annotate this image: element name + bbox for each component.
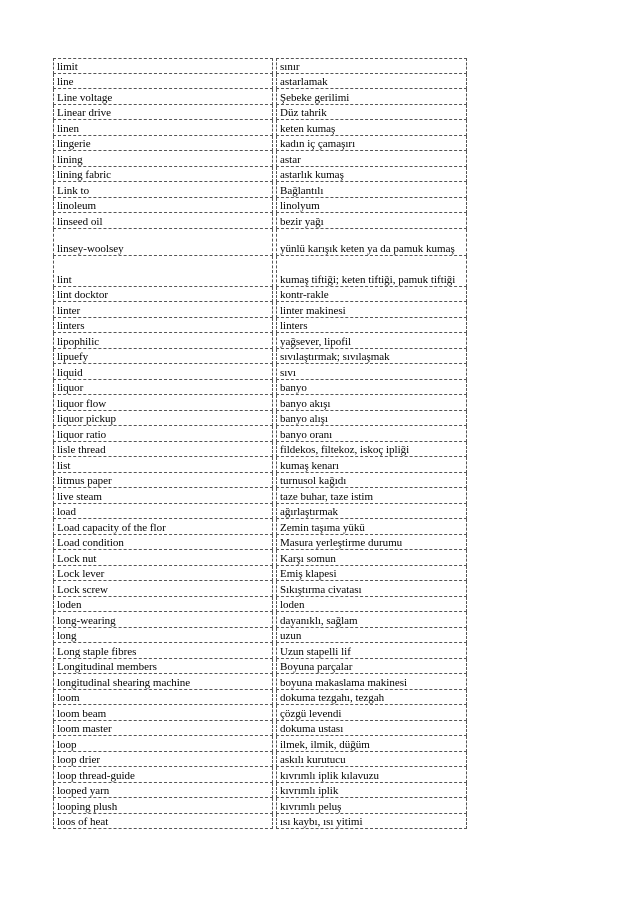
english-term: lining — [53, 151, 273, 167]
table-row — [53, 814, 467, 830]
english-term: limit — [53, 58, 273, 74]
turkish-translation: linolyum — [276, 198, 467, 214]
english-term: long — [53, 628, 273, 644]
table-row — [53, 705, 467, 721]
english-term: Longitudinal members — [53, 659, 273, 675]
turkish-translation: keten kumaş — [276, 120, 467, 136]
table-row — [53, 411, 467, 427]
turkish-translation: yünlü karışık keten ya da pamuk kumaş — [276, 229, 467, 256]
table-row — [53, 643, 467, 659]
table-row — [53, 628, 467, 644]
turkish-translation: kontr-rakle — [276, 287, 467, 303]
english-term: litmus paper — [53, 473, 273, 489]
turkish-translation: kumaş kenarı — [276, 457, 467, 473]
english-term: longitudinal shearing machine — [53, 674, 273, 690]
english-term: liquor flow — [53, 395, 273, 411]
english-term: lipuefy — [53, 349, 273, 365]
table-row — [53, 364, 467, 380]
table-row — [53, 229, 467, 256]
table-row — [53, 198, 467, 214]
table-row — [53, 519, 467, 535]
english-term: linsey-woolsey — [53, 229, 273, 256]
turkish-translation: çözgü levendi — [276, 705, 467, 721]
table-row — [53, 767, 467, 783]
english-term: Load condition — [53, 535, 273, 551]
english-term: linter — [53, 302, 273, 318]
english-term: loom beam — [53, 705, 273, 721]
table-row — [53, 535, 467, 551]
glossary-table — [53, 58, 467, 829]
turkish-translation: dokuma ustası — [276, 721, 467, 737]
english-term: load — [53, 504, 273, 520]
turkish-translation: turnusol kağıdı — [276, 473, 467, 489]
english-term: lisle thread — [53, 442, 273, 458]
turkish-translation: kıvrımlı peluş — [276, 798, 467, 814]
turkish-translation: banyo alışı — [276, 411, 467, 427]
table-row — [53, 426, 467, 442]
english-term: liquid — [53, 364, 273, 380]
table-row — [53, 287, 467, 303]
table-row — [53, 798, 467, 814]
table-row — [53, 58, 467, 74]
turkish-translation: astarlık kumaş — [276, 167, 467, 183]
english-term: live steam — [53, 488, 273, 504]
english-term: long-wearing — [53, 612, 273, 628]
table-row — [53, 256, 467, 287]
table-row — [53, 120, 467, 136]
table-row — [53, 349, 467, 365]
english-term: line — [53, 74, 273, 90]
turkish-translation: linters — [276, 318, 467, 334]
english-term: Linear drive — [53, 105, 273, 121]
table-row — [53, 457, 467, 473]
table-row — [53, 395, 467, 411]
turkish-translation: ilmek, ilmik, düğüm — [276, 736, 467, 752]
english-term: lipophilic — [53, 333, 273, 349]
table-row — [53, 105, 467, 121]
turkish-translation: dokuma tezgahı, tezgah — [276, 690, 467, 706]
table-row — [53, 333, 467, 349]
english-term: liquor — [53, 380, 273, 396]
turkish-translation: ağırlaştırmak — [276, 504, 467, 520]
english-term: Load capacity of the flor — [53, 519, 273, 535]
table-row — [53, 151, 467, 167]
table-row — [53, 473, 467, 489]
table-row — [53, 752, 467, 768]
table-row — [53, 504, 467, 520]
turkish-translation: Şebeke gerilimi — [276, 89, 467, 105]
english-term: loop drier — [53, 752, 273, 768]
english-term: looped yarn — [53, 783, 273, 799]
english-term: loos of heat — [53, 814, 273, 830]
turkish-translation: Bağlantılı — [276, 182, 467, 198]
turkish-translation: fildekos, filtekoz, iskoç ipliği — [276, 442, 467, 458]
table-row — [53, 488, 467, 504]
english-term: loom — [53, 690, 273, 706]
turkish-translation: banyo oranı — [276, 426, 467, 442]
english-term: linen — [53, 120, 273, 136]
turkish-translation: kumaş tiftiği; keten tiftiği, pamuk tiftiği — [276, 256, 467, 287]
english-term: lint docktor — [53, 287, 273, 303]
turkish-translation: Masura yerleştirme durumu — [276, 535, 467, 551]
turkish-translation: loden — [276, 597, 467, 613]
turkish-translation: sınır — [276, 58, 467, 74]
turkish-translation: bezir yağı — [276, 213, 467, 229]
turkish-translation: astarlamak — [276, 74, 467, 90]
table-row — [53, 74, 467, 90]
table-row — [53, 721, 467, 737]
turkish-translation: linter makinesi — [276, 302, 467, 318]
table-row — [53, 674, 467, 690]
table-row — [53, 597, 467, 613]
turkish-translation: Zemin taşıma yükü — [276, 519, 467, 535]
english-term: Lock lever — [53, 566, 273, 582]
turkish-translation: banyo akışı — [276, 395, 467, 411]
turkish-translation: Emiş klapesi — [276, 566, 467, 582]
table-row — [53, 302, 467, 318]
english-term: linters — [53, 318, 273, 334]
table-row — [53, 566, 467, 582]
turkish-translation: Uzun stapelli lif — [276, 643, 467, 659]
table-row — [53, 736, 467, 752]
english-term: looping plush — [53, 798, 273, 814]
english-term: lint — [53, 256, 273, 287]
turkish-translation: banyo — [276, 380, 467, 396]
english-term: Lock nut — [53, 550, 273, 566]
table-row — [53, 612, 467, 628]
table-row — [53, 550, 467, 566]
english-term: liquor pickup — [53, 411, 273, 427]
table-row — [53, 442, 467, 458]
english-term: Long staple fibres — [53, 643, 273, 659]
turkish-translation: taze buhar, taze istim — [276, 488, 467, 504]
english-term: lining fabric — [53, 167, 273, 183]
turkish-translation: askılı kurutucu — [276, 752, 467, 768]
english-term: loom master — [53, 721, 273, 737]
turkish-translation: astar — [276, 151, 467, 167]
english-term: Link to — [53, 182, 273, 198]
turkish-translation: yağsever, lipofil — [276, 333, 467, 349]
turkish-translation: kıvrımlı iplik — [276, 783, 467, 799]
table-row — [53, 318, 467, 334]
table-row — [53, 690, 467, 706]
english-term: loop — [53, 736, 273, 752]
table-row — [53, 783, 467, 799]
english-term: Lock screw — [53, 581, 273, 597]
english-term: linseed oil — [53, 213, 273, 229]
turkish-translation: kadın iç çamaşırı — [276, 136, 467, 152]
english-term: lingerie — [53, 136, 273, 152]
table-row — [53, 380, 467, 396]
turkish-translation: sıvılaştırmak; sıvılaşmak — [276, 349, 467, 365]
table-row — [53, 136, 467, 152]
english-term: list — [53, 457, 273, 473]
table-row — [53, 213, 467, 229]
turkish-translation: uzun — [276, 628, 467, 644]
table-row — [53, 182, 467, 198]
table-row — [53, 581, 467, 597]
turkish-translation: Düz tahrik — [276, 105, 467, 121]
english-term: liquor ratio — [53, 426, 273, 442]
table-row — [53, 167, 467, 183]
turkish-translation: Sıkıştırma civatası — [276, 581, 467, 597]
turkish-translation: sıvı — [276, 364, 467, 380]
turkish-translation: boyuna makaslama makinesi — [276, 674, 467, 690]
table-row — [53, 659, 467, 675]
turkish-translation: kıvrımlı iplik kılavuzu — [276, 767, 467, 783]
table-row — [53, 89, 467, 105]
english-term: loop thread-guide — [53, 767, 273, 783]
turkish-translation: ısı kaybı, ısı yitimi — [276, 814, 467, 830]
english-term: linoleum — [53, 198, 273, 214]
english-term: Line voltage — [53, 89, 273, 105]
turkish-translation: dayanıklı, sağlam — [276, 612, 467, 628]
english-term: loden — [53, 597, 273, 613]
turkish-translation: Karşı somun — [276, 550, 467, 566]
turkish-translation: Boyuna parçalar — [276, 659, 467, 675]
